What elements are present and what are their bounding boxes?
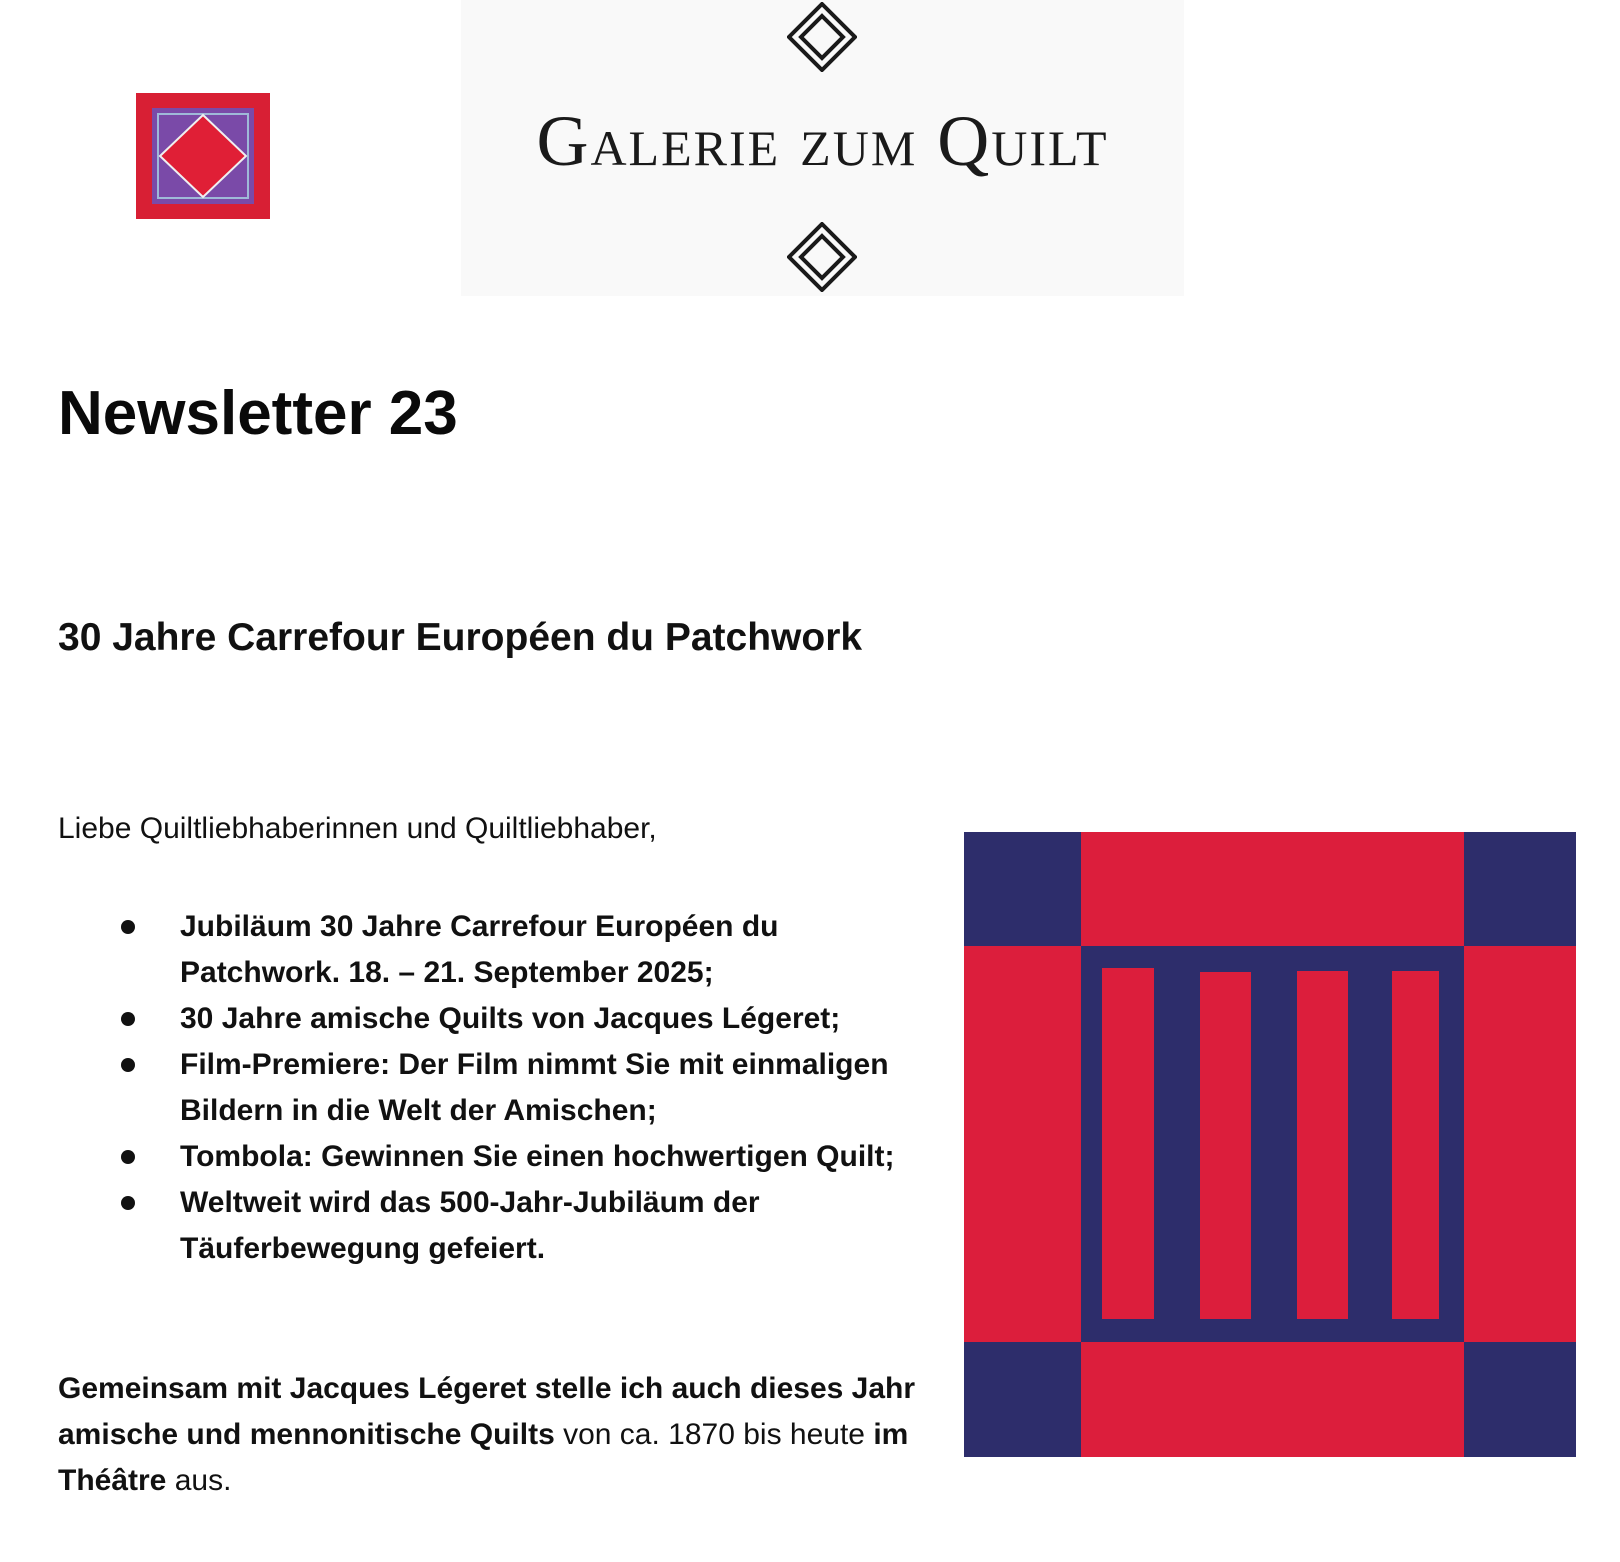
greeting-text: Liebe Quiltliebhaberinnen und Quiltliebhaber, <box>58 812 657 845</box>
bullet-icon <box>121 1150 135 1164</box>
closing-bold-intro: Gemeinsam mit Jacques Légeret stelle ich auch dieses Jahr amische und mennonitische Quilts <box>58 1372 916 1451</box>
list-item-text: Jubiläum 30 Jahre Carrefour Européen du Patchwork. 18. – 21. September 2025; <box>180 910 779 989</box>
newsletter-title: Newsletter 23 <box>58 379 458 448</box>
list-item-text: Weltweit wird das 500-Jahr-Jubiläum der Täuferbewegung gefeiert. <box>180 1186 760 1265</box>
list-item-text: 30 Jahre amische Quilts von Jacques Légeret; <box>180 1002 841 1035</box>
bullet-icon <box>121 1196 135 1210</box>
list-item-text: Tombola: Gewinnen Sie einen hochwertigen Quilt; <box>180 1140 895 1173</box>
header-banner <box>461 0 1184 296</box>
list-item <box>58 996 938 1042</box>
list-item <box>58 904 938 996</box>
diamond-ornament-icon <box>787 222 857 292</box>
list-item-text: Film-Premiere: Der Film nimmt Sie mit einmaligen Bildern in die Welt der Amischen; <box>180 1048 889 1127</box>
diamond-ornament-icon <box>787 2 857 72</box>
list-item <box>58 1042 938 1134</box>
bullet-icon <box>121 920 135 934</box>
list-item <box>58 1134 938 1180</box>
section-heading: 30 Jahre Carrefour Européen du Patchwork <box>58 616 863 659</box>
bullet-icon <box>121 1012 135 1026</box>
amish-quilt-image <box>964 832 1576 1457</box>
gallery-title: Galerie zum Quilt <box>536 101 1109 181</box>
closing-middle: von ca. 1870 bis heute <box>554 1418 874 1451</box>
bullet-icon <box>121 1058 135 1072</box>
closing-end: aus. <box>166 1464 232 1497</box>
closing-paragraph <box>58 1366 938 1504</box>
logo-quilt-image <box>136 93 270 219</box>
list-item <box>58 1180 938 1272</box>
highlights-list <box>58 904 938 1272</box>
closing-bold-place: im Théâtre <box>58 1418 909 1497</box>
